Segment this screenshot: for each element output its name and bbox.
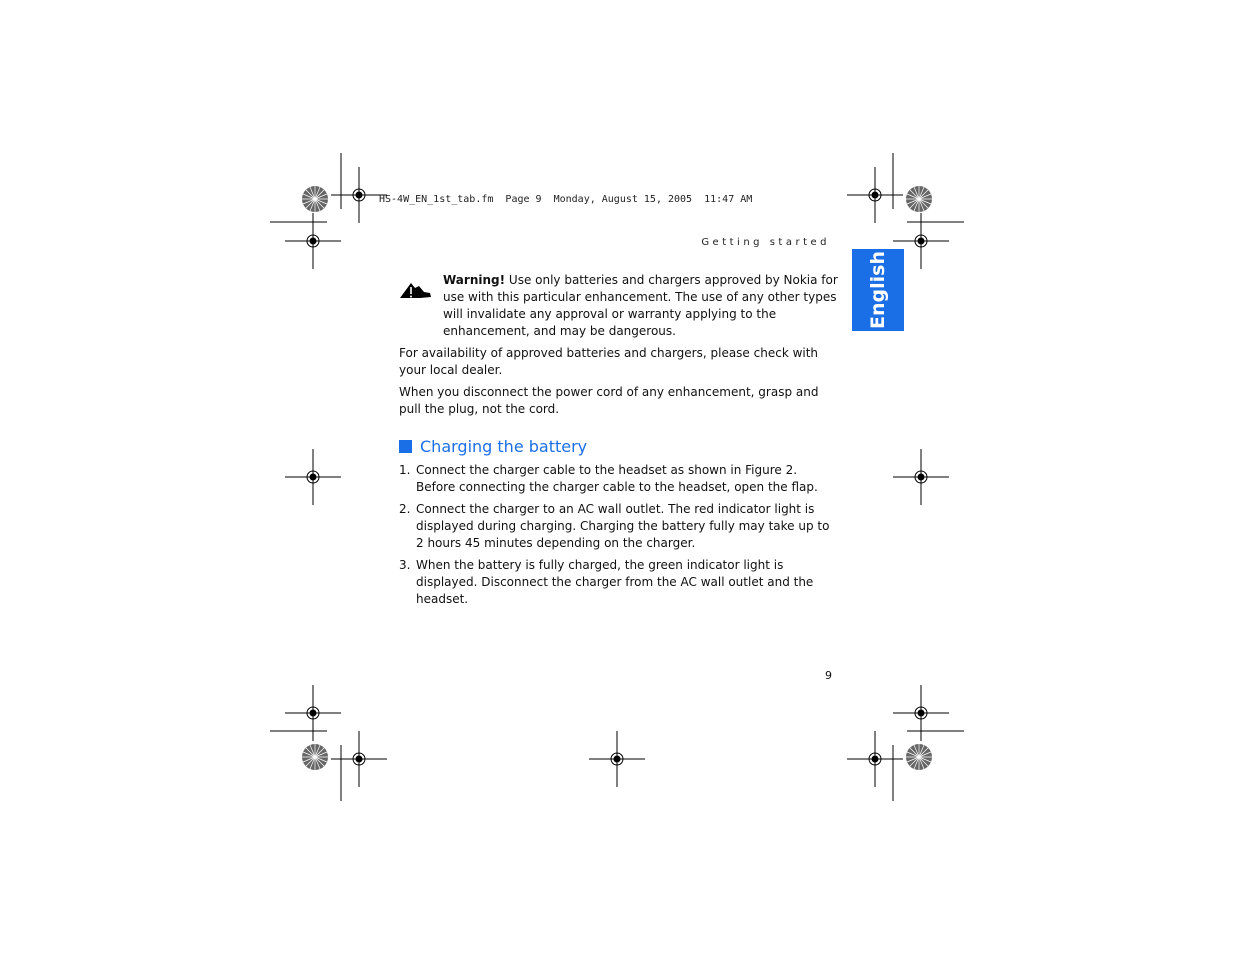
list-item [399, 501, 839, 555]
list-item [399, 557, 839, 606]
step-number: 3. [399, 558, 411, 572]
file-info-header: HS-4W_EN_1st_tab.fm Page 9 Monday, August 15, 2005 11:47 AM [379, 194, 753, 205]
heading-square-icon [399, 440, 412, 453]
step-text: Connect the charger cable to the headset as shown in Figure 2. Before connecting the charger cable to the headset, open the flap. [416, 463, 818, 494]
availability-paragraph: For availability of approved batteries and chargers, please check with your local dealer. [399, 346, 819, 377]
page-number: 9 [825, 669, 832, 682]
list-item [399, 462, 839, 498]
section-heading [399, 437, 587, 456]
step-number: 1. [399, 463, 411, 477]
running-head: Getting started [701, 237, 830, 248]
warning-label: Warning! [443, 273, 506, 287]
step-text: Connect the charger to an AC wall outlet. The red indicator light is displayed during charging. Charging the battery fully may take up to 2 hours 45 minutes depending on the charger. [416, 502, 830, 550]
step-text: When the battery is fully charged, the green indicator light is displayed. Disconnect the charger from the AC wall outlet and the headset. [416, 558, 814, 606]
step-number: 2. [399, 502, 411, 516]
language-tab-label: English [867, 251, 889, 329]
disconnect-paragraph: When you disconnect the power cord of any enhancement, grasp and pull the plug, not the cord. [399, 385, 819, 416]
section-title: Charging the battery [420, 437, 588, 456]
warning-paragraph [443, 272, 838, 340]
language-tab [852, 249, 904, 331]
warning-text: Use only batteries and chargers approved by Nokia for use with this particular enhancement. The use of any other types will invalidate any approval or warranty applying to the enhancement, and may be dangerous. [443, 273, 838, 338]
warning-hand-icon [398, 277, 432, 301]
